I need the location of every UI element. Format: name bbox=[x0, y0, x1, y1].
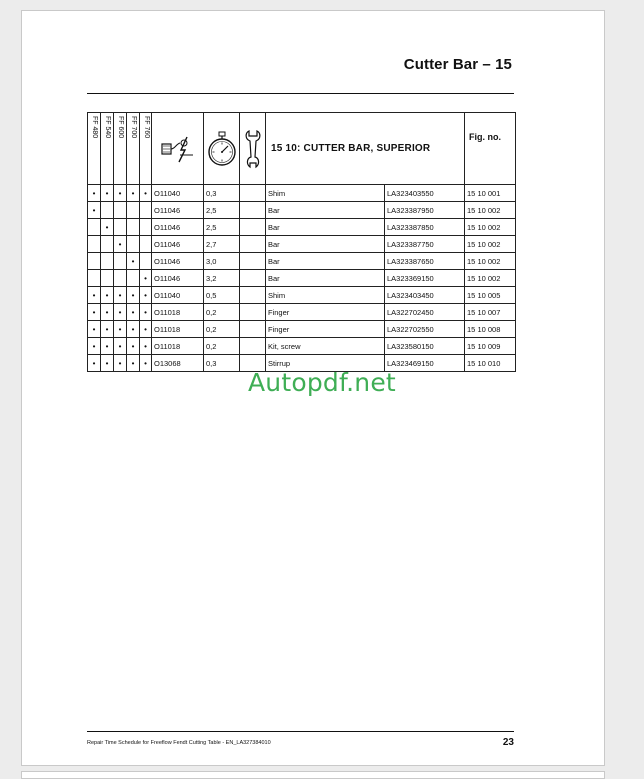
model-applicability-cell bbox=[140, 253, 152, 270]
tool-cell bbox=[240, 185, 266, 202]
model-applicability-cell: • bbox=[101, 185, 114, 202]
model-applicability-cell: • bbox=[101, 338, 114, 355]
part-number-cell: LA323403550 bbox=[385, 185, 465, 202]
operation-code-cell: O11046 bbox=[152, 236, 204, 253]
model-column-ff760 bbox=[140, 113, 152, 185]
model-applicability-cell bbox=[88, 236, 101, 253]
repair-time-cell: 0,2 bbox=[204, 304, 240, 321]
model-applicability-cell bbox=[127, 202, 140, 219]
wrench-icon bbox=[243, 129, 263, 169]
tool-cell bbox=[240, 202, 266, 219]
model-applicability-cell bbox=[127, 219, 140, 236]
part-number-cell: LA323387750 bbox=[385, 236, 465, 253]
figure-number-cell: 15 10 005 bbox=[465, 287, 516, 304]
figure-number-cell: 15 10 010 bbox=[465, 355, 516, 372]
figure-number-cell: 15 10 007 bbox=[465, 304, 516, 321]
model-applicability-cell: • bbox=[140, 321, 152, 338]
repair-time-cell: 0,3 bbox=[204, 185, 240, 202]
part-number-cell: LA323469150 bbox=[385, 355, 465, 372]
model-applicability-cell bbox=[88, 270, 101, 287]
figure-number-cell: 15 10 002 bbox=[465, 253, 516, 270]
table-row bbox=[88, 287, 516, 304]
description-cell: Bar bbox=[266, 219, 385, 236]
part-number-cell: LA322702450 bbox=[385, 304, 465, 321]
figure-number-cell: 15 10 002 bbox=[465, 202, 516, 219]
model-label: FF 760 bbox=[143, 116, 150, 139]
repair-time-cell: 2,5 bbox=[204, 219, 240, 236]
code-column-header bbox=[152, 113, 204, 185]
description-cell: Bar bbox=[266, 253, 385, 270]
model-applicability-cell: • bbox=[101, 304, 114, 321]
operation-code-cell: O13068 bbox=[152, 355, 204, 372]
table-row bbox=[88, 338, 516, 355]
repair-time-cell: 0,3 bbox=[204, 355, 240, 372]
model-applicability-cell bbox=[88, 253, 101, 270]
description-cell: Finger bbox=[266, 321, 385, 338]
model-applicability-cell: • bbox=[140, 304, 152, 321]
repair-time-cell: 0,5 bbox=[204, 287, 240, 304]
page-number: 23 bbox=[502, 737, 514, 748]
repair-time-cell: 3,0 bbox=[204, 253, 240, 270]
model-applicability-cell: • bbox=[114, 236, 127, 253]
table-row bbox=[88, 304, 516, 321]
figure-number-cell: 15 10 001 bbox=[465, 185, 516, 202]
wiring-icon bbox=[160, 134, 196, 164]
model-applicability-cell: • bbox=[140, 270, 152, 287]
tool-column-header bbox=[240, 113, 266, 185]
model-applicability-cell: • bbox=[127, 253, 140, 270]
section-title: 15 10: CUTTER BAR, SUPERIOR bbox=[266, 113, 465, 185]
description-cell: Bar bbox=[266, 202, 385, 219]
model-applicability-cell bbox=[114, 253, 127, 270]
model-applicability-cell: • bbox=[114, 338, 127, 355]
model-column-ff600 bbox=[114, 113, 127, 185]
description-cell: Kit, screw bbox=[266, 338, 385, 355]
model-applicability-cell: • bbox=[101, 287, 114, 304]
model-applicability-cell bbox=[127, 236, 140, 253]
part-number-cell: LA323580150 bbox=[385, 338, 465, 355]
model-column-ff700 bbox=[127, 113, 140, 185]
model-applicability-cell bbox=[114, 202, 127, 219]
figure-number-cell: 15 10 002 bbox=[465, 219, 516, 236]
operation-code-cell: O11040 bbox=[152, 185, 204, 202]
model-applicability-cell: • bbox=[127, 185, 140, 202]
model-label: FF 540 bbox=[104, 116, 111, 139]
repair-time-table bbox=[87, 112, 516, 372]
part-number-cell: LA322702550 bbox=[385, 321, 465, 338]
operation-code-cell: O11018 bbox=[152, 321, 204, 338]
operation-code-cell: O11046 bbox=[152, 270, 204, 287]
section-heading: Cutter Bar – 15 bbox=[403, 56, 512, 73]
model-applicability-cell bbox=[140, 236, 152, 253]
operation-code-cell: O11046 bbox=[152, 253, 204, 270]
model-applicability-cell: • bbox=[88, 202, 101, 219]
time-column-header bbox=[204, 113, 240, 185]
tool-cell bbox=[240, 304, 266, 321]
model-label: FF 600 bbox=[117, 116, 124, 139]
model-applicability-cell: • bbox=[101, 355, 114, 372]
model-label: FF 480 bbox=[91, 116, 98, 139]
model-applicability-cell: • bbox=[140, 287, 152, 304]
table-row bbox=[88, 236, 516, 253]
model-applicability-cell: • bbox=[127, 355, 140, 372]
table-row bbox=[88, 321, 516, 338]
part-number-cell: LA323403450 bbox=[385, 287, 465, 304]
model-applicability-cell: • bbox=[127, 304, 140, 321]
tool-cell bbox=[240, 338, 266, 355]
heading-divider bbox=[87, 93, 514, 94]
operation-code-cell: O11018 bbox=[152, 304, 204, 321]
fig-no-header: Fig. no. bbox=[465, 113, 516, 185]
model-applicability-cell bbox=[140, 219, 152, 236]
part-number-cell: LA323369150 bbox=[385, 270, 465, 287]
table-row bbox=[88, 202, 516, 219]
operation-code-cell: O11046 bbox=[152, 219, 204, 236]
table-row bbox=[88, 270, 516, 287]
operation-code-cell: O11040 bbox=[152, 287, 204, 304]
model-applicability-cell: • bbox=[127, 321, 140, 338]
model-applicability-cell bbox=[127, 270, 140, 287]
part-number-cell: LA323387650 bbox=[385, 253, 465, 270]
repair-time-cell: 2,7 bbox=[204, 236, 240, 253]
description-cell: Shim bbox=[266, 185, 385, 202]
model-applicability-cell: • bbox=[88, 355, 101, 372]
tool-cell bbox=[240, 219, 266, 236]
model-applicability-cell: • bbox=[127, 287, 140, 304]
tool-cell bbox=[240, 270, 266, 287]
tool-cell bbox=[240, 287, 266, 304]
repair-time-cell: 0,2 bbox=[204, 321, 240, 338]
model-column-ff480 bbox=[88, 113, 101, 185]
model-applicability-cell bbox=[101, 253, 114, 270]
description-cell: Shim bbox=[266, 287, 385, 304]
model-applicability-cell bbox=[114, 270, 127, 287]
model-applicability-cell: • bbox=[101, 219, 114, 236]
repair-time-cell: 0,2 bbox=[204, 338, 240, 355]
model-applicability-cell: • bbox=[114, 185, 127, 202]
description-cell: Bar bbox=[266, 236, 385, 253]
model-applicability-cell bbox=[140, 202, 152, 219]
repair-time-cell: 3,2 bbox=[204, 270, 240, 287]
description-cell: Stirrup bbox=[266, 355, 385, 372]
model-applicability-cell: • bbox=[140, 185, 152, 202]
figure-number-cell: 15 10 008 bbox=[465, 321, 516, 338]
figure-number-cell: 15 10 009 bbox=[465, 338, 516, 355]
next-page-edge bbox=[21, 771, 605, 779]
model-applicability-cell: • bbox=[140, 338, 152, 355]
model-applicability-cell: • bbox=[88, 304, 101, 321]
model-applicability-cell bbox=[114, 219, 127, 236]
model-applicability-cell: • bbox=[88, 185, 101, 202]
model-applicability-cell: • bbox=[114, 355, 127, 372]
table-row bbox=[88, 219, 516, 236]
footer-divider bbox=[87, 731, 514, 732]
model-applicability-cell: • bbox=[114, 321, 127, 338]
description-cell: Finger bbox=[266, 304, 385, 321]
model-applicability-cell: • bbox=[114, 287, 127, 304]
repair-time-cell: 2,5 bbox=[204, 202, 240, 219]
watermark-text: Autopdf.net bbox=[248, 368, 396, 397]
figure-number-cell: 15 10 002 bbox=[465, 236, 516, 253]
table-row bbox=[88, 185, 516, 202]
operation-code-cell: O11046 bbox=[152, 202, 204, 219]
model-applicability-cell: • bbox=[88, 338, 101, 355]
model-column-ff540 bbox=[101, 113, 114, 185]
model-applicability-cell: • bbox=[127, 338, 140, 355]
model-applicability-cell bbox=[101, 236, 114, 253]
model-applicability-cell: • bbox=[114, 304, 127, 321]
table-row bbox=[88, 253, 516, 270]
operation-code-cell: O11018 bbox=[152, 338, 204, 355]
tool-cell bbox=[240, 321, 266, 338]
table-header-row bbox=[88, 113, 516, 185]
part-number-cell: LA323387950 bbox=[385, 202, 465, 219]
model-applicability-cell: • bbox=[88, 321, 101, 338]
model-applicability-cell: • bbox=[140, 355, 152, 372]
model-applicability-cell: • bbox=[101, 321, 114, 338]
tool-cell bbox=[240, 236, 266, 253]
model-label: FF 700 bbox=[130, 116, 137, 139]
figure-number-cell: 15 10 002 bbox=[465, 270, 516, 287]
model-applicability-cell bbox=[101, 202, 114, 219]
model-applicability-cell: • bbox=[88, 287, 101, 304]
stopwatch-icon bbox=[206, 131, 238, 167]
model-applicability-cell bbox=[88, 219, 101, 236]
model-applicability-cell bbox=[101, 270, 114, 287]
part-number-cell: LA323387850 bbox=[385, 219, 465, 236]
tool-cell bbox=[240, 253, 266, 270]
footer-document-title: Repair Time Schedule for Freeflow Fendt Cutting Table - EN_LA327384010 bbox=[87, 740, 271, 746]
description-cell: Bar bbox=[266, 270, 385, 287]
